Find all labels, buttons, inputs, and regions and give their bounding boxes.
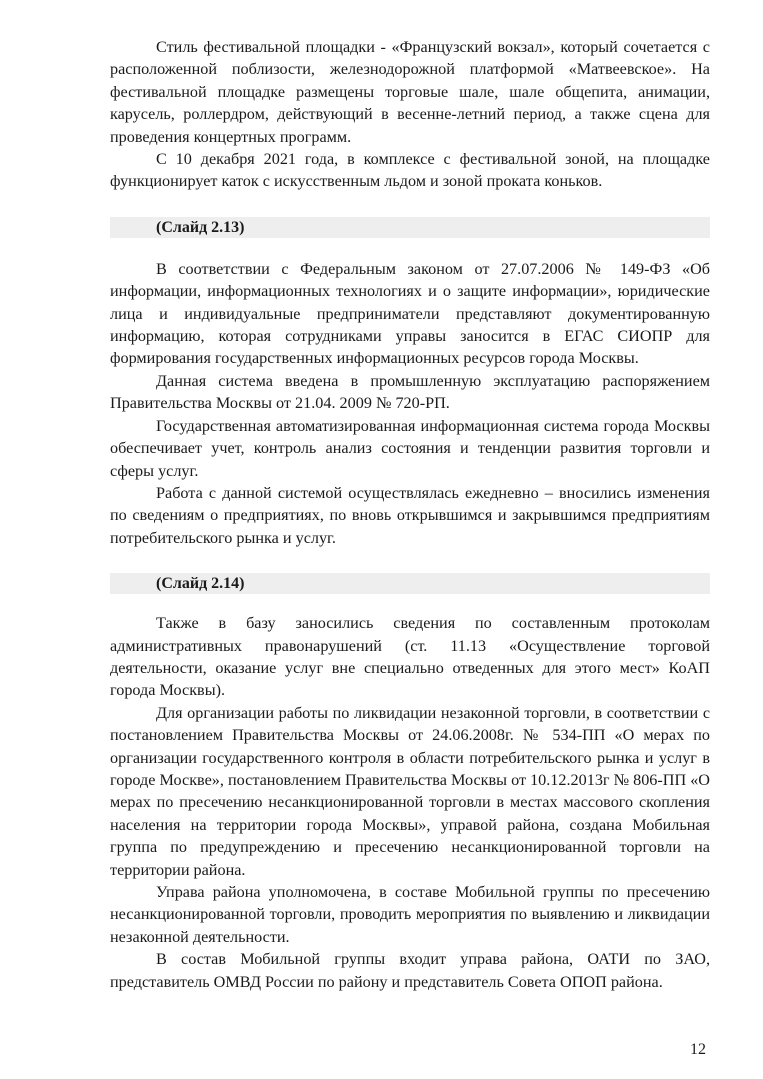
slide-heading-label: (Слайд 2.14): [156, 575, 245, 593]
body-paragraph: Работа с данной системой осуществлялась ежедневно – вносились изменения по сведениям о предприятиях, по вновь открывшимся и закрывшимся предприятиям потребительского рынка и услуг.: [110, 483, 710, 547]
intro-section: [110, 36, 710, 193]
slide-heading-2-14: [110, 573, 710, 594]
slide-heading-2-13: [110, 217, 710, 238]
body-paragraph: Стиль фестивальной площадки - «Французский вокзал», который сочетается с расположенной поблизости, железнодорожной платформой «Матвеевское». На фестивальной площадке размещены торговые шале, шале общепита, анимации, карусель, роллердром, действующий в весенне-летний период, а также сцена для проведения концертных программ.: [110, 38, 710, 146]
slide-2-14-section: [110, 612, 710, 993]
page-number: 12: [690, 1041, 706, 1058]
body-paragraph: Управа района уполномочена, в составе Мобильной группы по пресечению несанкционированной торговли, проводить мероприятия по выявлению и ликвидации незаконной деятельности.: [110, 883, 710, 946]
body-paragraph: Для организации работы по ликвидации незаконной торговли, в соответствии с постановлением Правительства Москвы от 24.06.2008г. № 534-ПП «О мерах по организации государственного контроля в области потребительского рынка и услуг в городе Москве», постановлением Правительства Москвы от 10.12.2013г № 806-ПП «О мерах по пресечению несанкционированной торговли в местах массового скопления населения на территории города Москвы», управой района, создана Мобильная группа по предупреждению и пресечению несанкционированной торговли на территории района.: [110, 703, 710, 879]
body-paragraph: Государственная автоматизированная информационная система города Москвы обеспечивает учет, контроль анализ состояния и тенденции развития торговли и сферы услуг.: [110, 416, 710, 480]
body-paragraph: В соответствии с Федеральным законом от 27.07.2006 № 149-ФЗ «Об информации, информационных технологиях и о защите информации», юридические лица и индивидуальные предприниматели представляют документированную информацию, которая сотрудниками управы заносится в ЕГАС СИОПР для формирования государственных информационных ресурсов города Москвы.: [110, 259, 710, 368]
body-paragraph: Также в базу заносились сведения по составленным протоколам административных правонарушений (ст. 11.13 «Осуществление торговой деятельности, оказание услуг вне специально отведенных для этого мест» КоАП города Москвы).: [110, 614, 710, 700]
body-paragraph: В состав Мобильной группы входит управа района, ОАТИ по ЗАО, представитель ОМВД России по району и представитель Совета ОПОП района.: [110, 950, 710, 991]
page-content: [110, 36, 710, 993]
body-paragraph: Данная система введена в промышленную эксплуатацию распоряжением Правительства Москвы от 21.04. 2009 № 720-РП.: [110, 371, 710, 413]
slide-2-13-section: [110, 258, 710, 549]
body-paragraph: С 10 декабря 2021 года, в комплексе с фестивальной зоной, на площадке функционирует каток с искусственным льдом и зоной проката коньков.: [110, 150, 710, 191]
slide-heading-label: (Слайд 2.13): [156, 218, 245, 236]
